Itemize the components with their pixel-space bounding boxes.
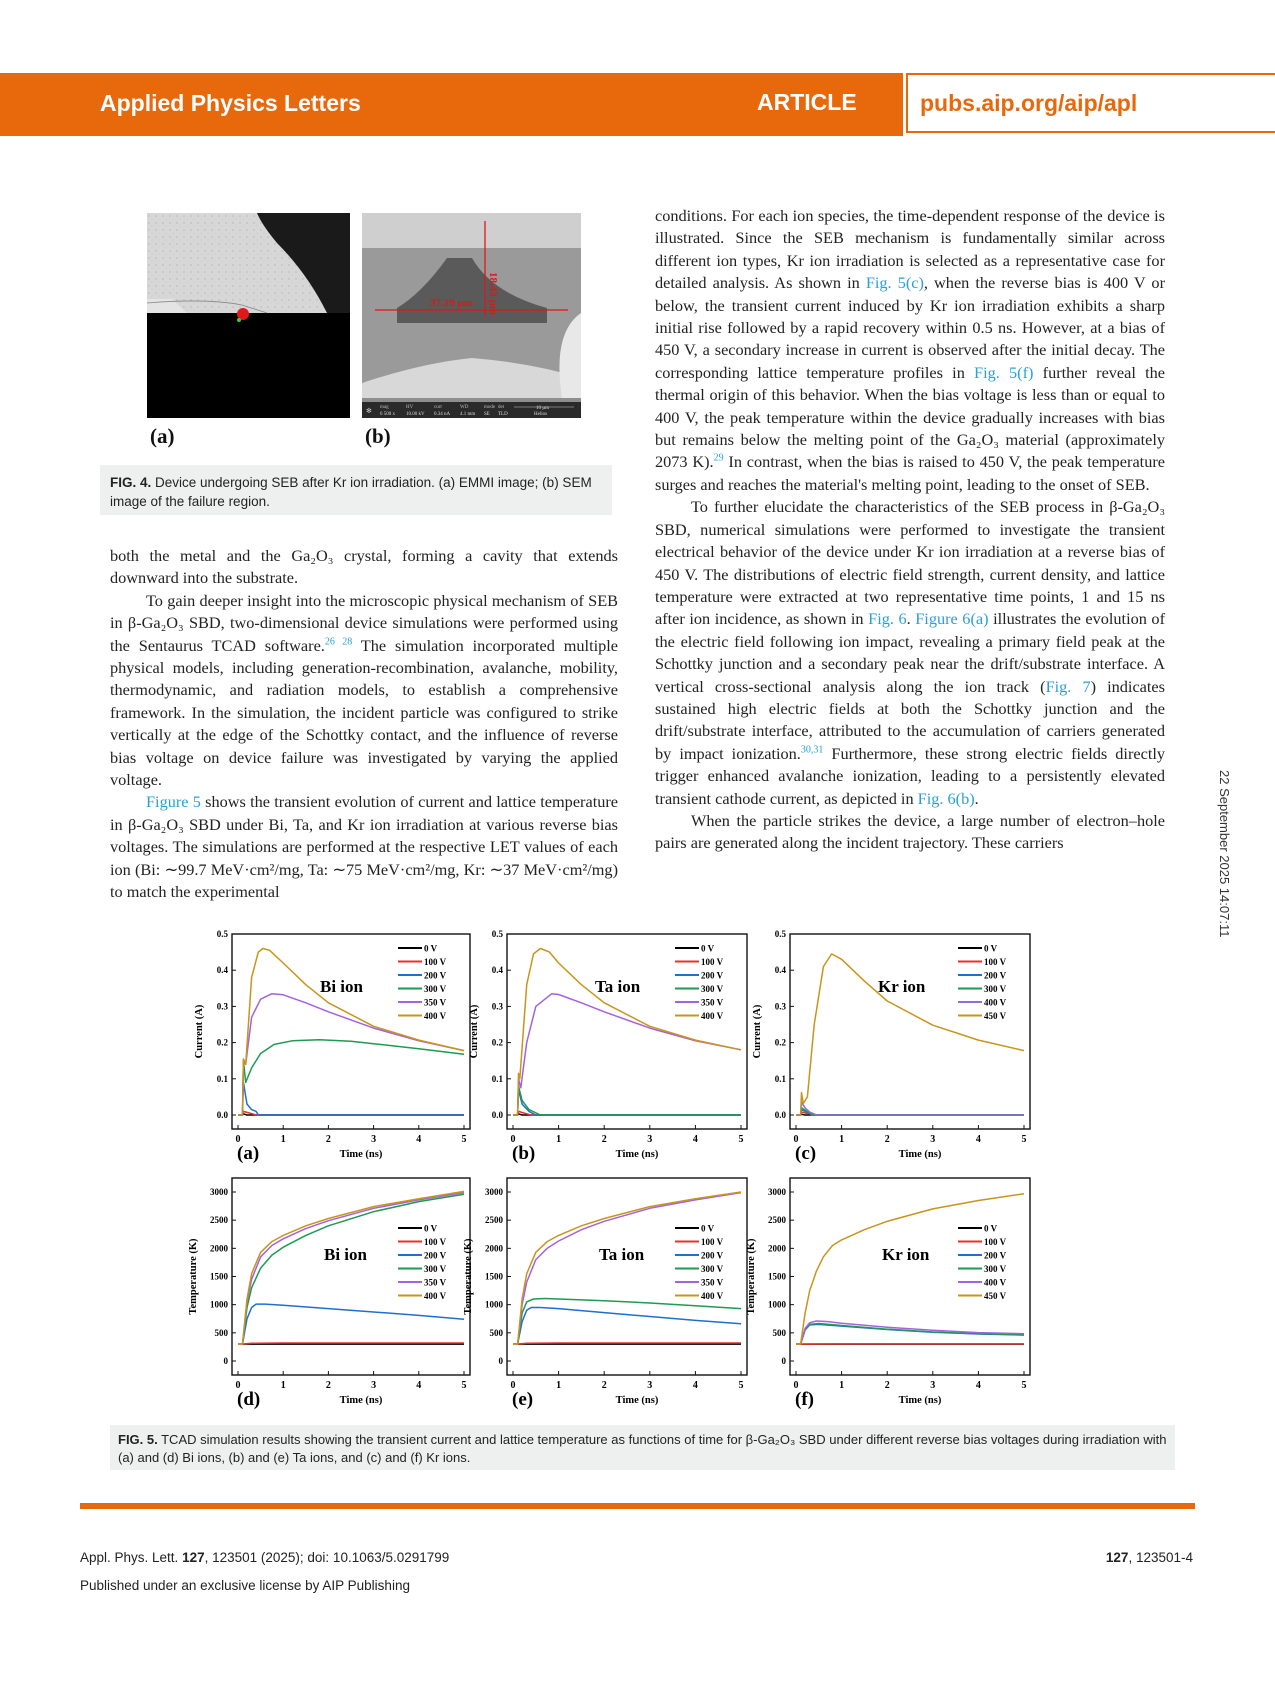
legend-label: 400 V (984, 1277, 1007, 1288)
svg-text:mag: mag (380, 405, 389, 410)
legend-label: 0 V (701, 1223, 715, 1234)
footer-page-number: 127, 123501-4 (1105, 1550, 1193, 1565)
legend-label: 200 V (701, 1250, 724, 1261)
x-tick-label: 2 (325, 1134, 331, 1145)
fig5-caption (110, 1425, 1175, 1470)
x-tick-label: 0 (235, 1134, 241, 1145)
fig4-caption-label: FIG. 4. (110, 475, 152, 490)
plot-frame (790, 1178, 1030, 1375)
legend-label: 300 V (984, 984, 1007, 994)
x-tick-label: 4 (692, 1380, 698, 1391)
chart-panel-f (746, 1178, 1030, 1410)
x-axis-label: Time (ns) (615, 1149, 659, 1160)
x-tick-label: 1 (839, 1134, 845, 1145)
y-tick-label: 1500 (768, 1271, 786, 1282)
x-tick-label: 3 (647, 1134, 653, 1145)
fig4-panel-a-label: (a) (150, 424, 175, 448)
x-tick-label: 1 (556, 1134, 562, 1145)
legend-label: 100 V (701, 957, 724, 967)
svg-text:TLD: TLD (498, 412, 508, 417)
y-tick-label: 500 (214, 1327, 228, 1338)
legend-label: 200 V (984, 1250, 1007, 1261)
svg-text:curr: curr (434, 405, 443, 410)
legend-label: 400 V (424, 1291, 447, 1301)
fig5-caption-text: TCAD simulation results showing the transient current and lattice temperature as functions of time for β-Ga₂O₃ SBD under different reverse bias voltages during irradiation with (a) and (d) Bi ions, (b) and (e) Ta ions, and (c) and (f) Kr ions. (118, 1432, 1167, 1465)
figure-link[interactable]: Figure 5 (146, 792, 201, 812)
legend-label: 100 V (984, 957, 1007, 967)
figure-link[interactable]: Fig. 5(c) (865, 273, 924, 293)
y-tick-label: 3000 (768, 1187, 786, 1197)
x-tick-label: 2 (601, 1134, 607, 1145)
panel-label: (c) (795, 1143, 817, 1164)
x-tick-label: 3 (371, 1380, 377, 1391)
x-tick-label: 0 (235, 1380, 241, 1391)
x-tick-label: 3 (647, 1380, 653, 1391)
figure-link[interactable]: Figure 6(a) (915, 609, 989, 629)
y-tick-label: 2500 (210, 1215, 228, 1226)
x-axis-label: Time (ns) (615, 1395, 659, 1406)
legend-label: 0 V (984, 943, 998, 954)
fig4-caption-text: Device undergoing SEB after Kr ion irradiation. (a) EMMI image; (b) SEM image of the failure region. (110, 475, 592, 509)
panel-label: (f) (795, 1389, 814, 1410)
y-tick-label: 0.1 (774, 1073, 786, 1084)
left-column (110, 545, 618, 904)
x-tick-label: 3 (930, 1134, 936, 1145)
panel-label: (d) (237, 1389, 261, 1410)
legend-label: 200 V (424, 970, 447, 981)
x-tick-label: 4 (416, 1380, 422, 1391)
fig5-caption-label: FIG. 5. (118, 1432, 158, 1447)
footer-license: Published under an exclusive license by AIP Publishing (80, 1578, 410, 1593)
y-tick-label: 0.0 (216, 1110, 228, 1120)
y-tick-label: 0.5 (774, 929, 786, 939)
svg-text:10.00 kV: 10.00 kV (406, 412, 425, 417)
paragraph: both the metal and the Ga₂O₃ crystal, forming a cavity that extends downward into the substrate. (110, 546, 618, 588)
figure-link[interactable]: Fig. 7 (1045, 676, 1091, 696)
y-tick-label: 1000 (210, 1299, 228, 1310)
legend-label: 450 V (984, 1291, 1007, 1301)
fig5-chart-grid (180, 920, 1100, 1410)
reference-link[interactable]: 29 (713, 453, 724, 465)
y-tick-label: 0.2 (491, 1037, 503, 1048)
legend-label: 400 V (701, 1291, 724, 1301)
svg-text:4.1 mm: 4.1 mm (460, 412, 476, 417)
ion-annotation: Kr ion (882, 1245, 930, 1264)
x-tick-label: 2 (884, 1134, 890, 1145)
legend-label: 300 V (701, 984, 724, 994)
x-tick-label: 2 (325, 1380, 331, 1391)
fig4-caption (100, 465, 612, 515)
y-tick-label: 1500 (210, 1271, 228, 1282)
panel-label: (a) (237, 1143, 260, 1164)
y-tick-label: 2000 (485, 1243, 503, 1254)
legend-label: 450 V (984, 1011, 1007, 1021)
x-tick-label: 0 (510, 1380, 516, 1391)
chart-panel-a (194, 929, 470, 1164)
sem-horizontal-measure: 37.19 µm (430, 297, 474, 309)
y-tick-label: 3000 (210, 1187, 228, 1197)
x-tick-label: 5 (738, 1134, 744, 1145)
x-tick-label: 5 (461, 1134, 467, 1145)
chart-panel-c (752, 929, 1030, 1164)
y-tick-label: 0.5 (491, 929, 503, 939)
y-tick-label: 2500 (768, 1215, 786, 1226)
y-tick-label: 2000 (768, 1243, 786, 1254)
legend-label: 350 V (701, 997, 724, 1008)
x-tick-label: 3 (371, 1134, 377, 1145)
y-tick-label: 0.3 (491, 1001, 503, 1012)
ion-annotation: Ta ion (595, 977, 641, 996)
y-axis-label: Temperature (K) (746, 1238, 757, 1315)
legend-label: 0 V (701, 943, 715, 954)
x-axis-label: Time (ns) (339, 1149, 383, 1160)
reference-link[interactable]: 26 28 (324, 636, 353, 648)
figure-link[interactable]: Fig. 5(f) (974, 362, 1034, 382)
y-tick-label: 0.4 (216, 965, 228, 976)
x-tick-label: 0 (510, 1134, 516, 1145)
legend-label: 0 V (424, 1223, 438, 1234)
x-tick-label: 1 (839, 1380, 845, 1391)
paragraph: To gain deeper insight into the microscopic physical mechanism of SEB in β-Ga₂O₃ SBD, two-dimensional device simulations were performed using the Sentaurus TCAD software.$^{26 28}$ The simulation incorporated multiple physical models, including generation-recombination, avalanche, mobility, thermodynamic, and radiation models, to establish a comprehensive framework. In the simulation, the incident particle was configured to strike vertically at the edge of the Schottky contact, and the influence of reverse bias voltage on device failure was investigated by varying the applied voltage. (110, 590, 619, 790)
paragraph: conditions. For each ion species, the time-dependent response of the device is illustrated. Since the SEB mechanism is fundamentally similar across different ion types, Kr ion irradiation is selected as a representative case for detailed analysis. As shown in Fig. 5(c), when the reverse bias is 400 V or below, the transient current induced by Kr ion irradiation exhibits a sharp initial rise followed by a rapid recovery within 0.5 ns. However, at a bias of 450 V, a secondary increase in current is observed after the initial decay. The corresponding lattice temperature profiles in Fig. 5(f) further reveal the thermal origin of this behavior. When the bias voltage is less than or equal to 400 V, the peak temperature within the device gradually increases with bias but remains below the melting point of the Ga₂O₃ material (approximately 2073 K).$^{29}$ In contrast, when the bias is raised to 450 V, the peak temperature surges and reaches the material's melting point, leading to the onset of SEB. (655, 206, 1166, 494)
legend-label: 350 V (701, 1277, 724, 1288)
journal-title: Applied Physics Letters (100, 90, 361, 116)
right-column (655, 205, 1165, 855)
download-timestamp: 22 September 2025 14:07:11 (1217, 770, 1232, 938)
x-tick-label: 4 (692, 1134, 698, 1145)
y-tick-label: 0.0 (491, 1110, 503, 1120)
paragraph: Figure 5 shows the transient evolution of current and lattice temperature in β-Ga₂O₃ SBD under Bi, Ta, and Kr ion irradiation at various reverse bias voltages. The simulations are performed at the respective LET values of each ion (Bi: ∼99.7 MeV·cm²/mg, Ta: ∼75 MeV·cm²/mg, Kr: ∼37 MeV·cm²/mg) to match the experimental (110, 792, 619, 902)
sem-logo-icon: ✻ (366, 407, 372, 415)
ion-annotation: Bi ion (324, 1245, 367, 1264)
y-tick-label: 0 (498, 1356, 503, 1366)
ion-annotation: Bi ion (320, 977, 363, 996)
legend-label: 300 V (424, 984, 447, 994)
svg-text:6 500 x: 6 500 x (380, 412, 395, 417)
y-tick-label: 0.1 (491, 1073, 503, 1084)
svg-text:Helios: Helios (534, 412, 548, 417)
svg-text:0.34 nA: 0.34 nA (434, 412, 451, 417)
y-tick-label: 0 (223, 1356, 228, 1366)
panel-label: (e) (512, 1389, 534, 1410)
legend-label: 100 V (424, 957, 447, 967)
x-tick-label: 0 (793, 1134, 799, 1145)
chart-panel-d (188, 1178, 470, 1410)
plot-frame (232, 1178, 470, 1375)
y-tick-label: 0.3 (774, 1001, 786, 1012)
journal-url-link[interactable]: pubs.aip.org/aip/apl (920, 90, 1138, 116)
y-tick-label: 1500 (485, 1271, 503, 1282)
svg-text:SE: SE (484, 412, 490, 417)
footer-citation: Appl. Phys. Lett. 127, 123501 (2025); doi: 10.1063/5.0291799 (80, 1550, 450, 1565)
section-label: ARTICLE (757, 89, 857, 115)
legend-label: 0 V (984, 1223, 998, 1234)
legend-label: 300 V (701, 1264, 724, 1274)
y-tick-label: 1000 (768, 1299, 786, 1310)
svg-text:mode: mode (484, 405, 496, 410)
chart-panel-e (463, 1178, 747, 1410)
legend-label: 400 V (984, 997, 1007, 1008)
legend-label: 100 V (424, 1237, 447, 1247)
legend-label: 300 V (424, 1264, 447, 1274)
y-tick-label: 0.1 (216, 1073, 228, 1084)
y-tick-label: 0.4 (491, 965, 503, 976)
x-tick-label: 1 (556, 1380, 562, 1391)
svg-text:WD: WD (460, 405, 469, 410)
legend-label: 200 V (701, 970, 724, 981)
x-tick-label: 5 (1021, 1380, 1027, 1391)
y-tick-label: 0.5 (216, 929, 228, 939)
reference-link[interactable]: 30,31 (800, 744, 824, 756)
y-tick-label: 2500 (485, 1215, 503, 1226)
legend-label: 200 V (424, 1250, 447, 1261)
x-tick-label: 4 (975, 1380, 981, 1391)
y-axis-label: Current (A) (752, 1004, 763, 1059)
sem-vertical-measure: 18.43 µm (487, 272, 499, 316)
plot-frame (507, 1178, 747, 1375)
x-tick-label: 0 (793, 1380, 799, 1391)
y-tick-label: 0.2 (216, 1037, 228, 1048)
figure-link[interactable]: Fig. 6(b) (917, 788, 975, 808)
legend-label: 400 V (701, 1011, 724, 1021)
legend-label: 200 V (984, 970, 1007, 981)
footer-rule (80, 1503, 1195, 1509)
svg-text:10 µm: 10 µm (536, 406, 550, 411)
x-tick-label: 5 (1021, 1134, 1027, 1145)
ion-annotation: Kr ion (878, 977, 926, 996)
legend-label: 300 V (984, 1264, 1007, 1274)
y-tick-label: 0.4 (774, 965, 786, 976)
y-tick-label: 0.3 (216, 1001, 228, 1012)
x-tick-label: 5 (738, 1380, 744, 1391)
chart-panel-b (469, 929, 747, 1164)
y-axis-label: Temperature (K) (188, 1238, 199, 1315)
y-tick-label: 2000 (210, 1243, 228, 1254)
y-axis-label: Current (A) (469, 1004, 480, 1059)
y-tick-label: 500 (772, 1327, 786, 1338)
x-tick-label: 2 (601, 1380, 607, 1391)
fig4-emmi-image (147, 213, 350, 418)
paragraph: When the particle strikes the device, a large number of electron–hole pairs are generated along the incident trajectory. These carriers (655, 810, 1165, 853)
y-tick-label: 0.0 (774, 1110, 786, 1120)
x-axis-label: Time (ns) (898, 1149, 942, 1160)
legend-label: 350 V (424, 997, 447, 1008)
x-tick-label: 4 (416, 1134, 422, 1145)
legend-label: 100 V (701, 1237, 724, 1247)
svg-text:HV: HV (406, 405, 414, 410)
legend-label: 400 V (424, 1011, 447, 1021)
x-tick-label: 1 (280, 1134, 286, 1145)
x-tick-label: 5 (461, 1380, 467, 1391)
svg-text:det: det (498, 405, 505, 410)
paragraph: To further elucidate the characteristics of the SEB process in β-Ga₂O₃ SBD, numerical simulations were performed to investigate the transient electrical behavior of the device under Kr ion irradiation at a reverse bias of 450 V. The distributions of electric field strength, current density, and lattice temperature were extracted at two representative time points, 1 and 15 ns after ion incidence, as shown in Fig. 6. Figure 6(a) illustrates the evolution of the electric field following ion impact, revealing a primary field peak at the Schottky junction and a secondary peak near the drift/substrate interface. A vertical cross-sectional analysis along the ion track (Fig. 7) indicates sustained high electric fields at both the Schottky junction and the drift/substrate interface, attributed to the accumulation of carriers generated by impact ionization.$^{30,31}$ Furthermore, these strong electric fields directly trigger enhanced avalanche ionization, leading to a persistently elevated transient cathode current, as depicted in Fig. 6(b). (655, 497, 1166, 808)
y-tick-label: 0 (781, 1356, 786, 1366)
x-tick-label: 3 (930, 1380, 936, 1391)
x-axis-label: Time (ns) (339, 1395, 383, 1406)
fig4-sem-image (362, 213, 581, 418)
figure-link[interactable]: Fig. 6 (868, 609, 907, 629)
y-tick-label: 1000 (485, 1299, 503, 1310)
x-tick-label: 1 (280, 1380, 286, 1391)
y-tick-label: 3000 (485, 1187, 503, 1197)
x-axis-label: Time (ns) (898, 1395, 942, 1406)
ion-annotation: Ta ion (599, 1245, 645, 1264)
y-axis-label: Current (A) (194, 1004, 205, 1059)
legend-label: 100 V (984, 1237, 1007, 1247)
fig4-panel-b-label: (b) (365, 424, 391, 448)
y-tick-label: 0.2 (774, 1037, 786, 1048)
panel-label: (b) (512, 1143, 536, 1164)
y-tick-label: 500 (489, 1327, 503, 1338)
x-tick-label: 2 (884, 1380, 890, 1391)
legend-label: 0 V (424, 943, 438, 954)
y-axis-label: Temperature (K) (463, 1238, 474, 1315)
legend-label: 350 V (424, 1277, 447, 1288)
x-tick-label: 4 (975, 1134, 981, 1145)
